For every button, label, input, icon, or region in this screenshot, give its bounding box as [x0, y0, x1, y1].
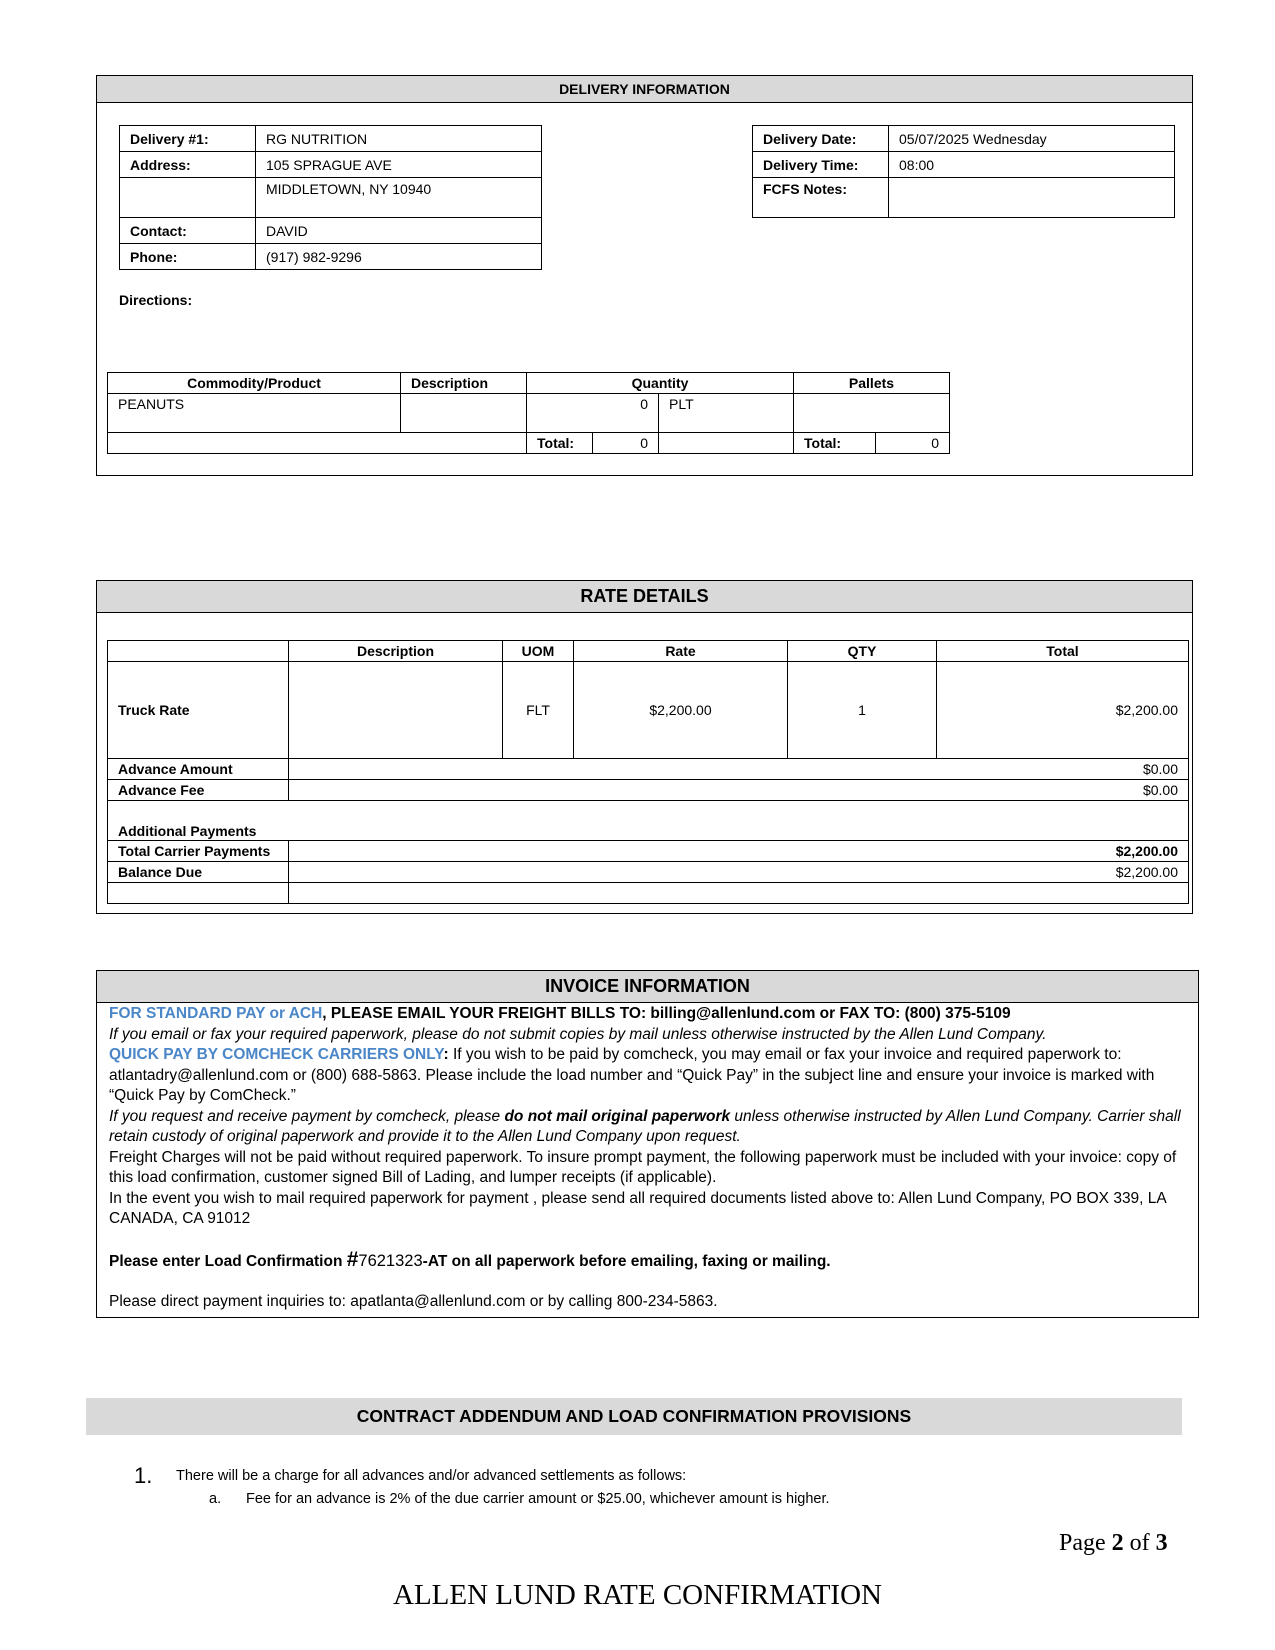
comcheck-note-bold: do not mail original paperwork	[504, 1107, 731, 1125]
invoice-mail-address: In the event you wish to mail required paperwork for payment , please send all required documents listed above to: Allen Lund Company, PO BOX 339, LA CANADA, CA 91012	[109, 1189, 1166, 1227]
invoice-quick-pay	[109, 1045, 1189, 1107]
invoice-comcheck-note	[109, 1107, 1189, 1148]
commodity-qty: 0	[527, 394, 659, 433]
address-line2: MIDDLETOWN, NY 10940	[256, 178, 542, 218]
load-confirmation-number: 7621323	[358, 1251, 423, 1270]
balance-due-value: $2,200.00	[289, 862, 1189, 883]
invoice-spacer-2	[109, 1272, 1189, 1292]
sub-clause-text: Fee for an advance is 2% of the due carrier amount or $25.00, whichever amount is higher.	[246, 1491, 830, 1507]
total-carrier-payments-label: Total Carrier Payments	[108, 841, 289, 862]
truck-rate-total: $2,200.00	[937, 662, 1189, 759]
contact-value: DAVID	[256, 218, 542, 244]
rate-empty-row-cell	[108, 883, 289, 904]
commodity-pallets	[794, 394, 950, 433]
invoice-no-copies-note: If you email or fax your required paperwork, please do not submit copies by mail unless otherwise instructed by the Allen Lund Company.	[109, 1025, 1047, 1043]
comcheck-note-a: If you request and receive payment by comcheck, please	[109, 1107, 505, 1125]
invoice-spacer	[109, 1230, 1189, 1250]
balance-due-label: Balance Due	[108, 862, 289, 883]
phone-value: (917) 982-9296	[256, 244, 542, 270]
fcfs-notes-value	[889, 178, 1175, 218]
advance-fee-label: Advance Fee	[108, 780, 289, 801]
load-confirmation-prefix: Please enter Load Confirmation	[109, 1252, 347, 1270]
standard-pay-highlight: FOR STANDARD PAY or ACH	[109, 1005, 323, 1022]
description-header: Description	[401, 373, 527, 394]
phone-label: Phone:	[120, 244, 256, 270]
delivery-date-value: 05/07/2025 Wednesday	[889, 126, 1175, 152]
advance-fee-value: $0.00	[289, 780, 1189, 801]
invoice-load-confirmation	[109, 1247, 1189, 1273]
qty-total-value: 0	[593, 433, 659, 454]
delivery-time-value: 08:00	[889, 152, 1175, 178]
clause-number: 1.	[134, 1463, 153, 1488]
pallets-total-value: 0	[876, 433, 950, 454]
truck-rate-rate: $2,200.00	[574, 662, 788, 759]
contact-label: Contact:	[120, 218, 256, 244]
page-total: 3	[1155, 1530, 1168, 1556]
total-carrier-payments-value: $2,200.00	[289, 841, 1189, 862]
page-current: 2	[1111, 1530, 1124, 1556]
rate-total-header: Total	[937, 641, 1189, 662]
invoice-standard-pay	[109, 1004, 1189, 1025]
commodity-product: PEANUTS	[108, 394, 401, 433]
qty-total-label: Total:	[527, 433, 593, 454]
delivery-contact-table	[119, 125, 542, 270]
additional-payments-label: Additional Payments	[108, 801, 1189, 841]
rate-description-header: Description	[289, 641, 503, 662]
footer-title: ALLEN LUND RATE CONFIRMATION	[393, 1579, 882, 1611]
delivery-header: DELIVERY INFORMATION	[97, 76, 1192, 103]
address-blank-cell	[120, 178, 256, 218]
totals-blank-cell	[108, 433, 527, 454]
sub-clause-letter: a.	[209, 1491, 222, 1507]
rate-qty-header: QTY	[788, 641, 937, 662]
commodity-header: Commodity/Product	[108, 373, 401, 394]
page-number	[1059, 1530, 1168, 1557]
rate-rate-header: Rate	[574, 641, 788, 662]
comcheck-note-b: unless otherwise instructed by Allen Lund Company. Carrier shall retain custody of original paperwork and provide it to the Allen Lund Company upon request.	[109, 1107, 1181, 1145]
truck-rate-uom: FLT	[503, 662, 574, 759]
directions-label: Directions:	[119, 292, 193, 308]
address-label: Address:	[120, 152, 256, 178]
delivery-date-label: Delivery Date:	[753, 126, 889, 152]
delivery-schedule-table	[752, 125, 1175, 218]
load-confirmation-hash: #	[346, 1247, 359, 1271]
invoice-freight-charges: Freight Charges will not be paid without required paperwork. To insure prompt payment, the following paperwork must be included with your invoice: copy of this load confirmation, customer signed Bill of Lading, and lumper receipts (if applicable).	[109, 1148, 1177, 1186]
quick-pay-highlight: QUICK PAY BY COMCHECK CARRIERS ONLY	[109, 1046, 444, 1063]
quantity-header: Quantity	[527, 373, 794, 394]
commodity-description	[401, 394, 527, 433]
invoice-header: INVOICE INFORMATION	[97, 971, 1198, 1003]
clause-text: There will be a charge for all advances and/or advanced settlements as follows:	[176, 1468, 687, 1484]
rate-section	[96, 580, 1193, 914]
unit-total-blank	[659, 433, 794, 454]
rate-table	[107, 640, 1189, 904]
load-confirmation-suffix: -AT on all paperwork before emailing, faxing or mailing.	[422, 1252, 831, 1270]
advance-amount-label: Advance Amount	[108, 759, 289, 780]
invoice-section	[96, 970, 1199, 1318]
delivery-number-value: RG NUTRITION	[256, 126, 542, 152]
quick-pay-text: If you wish to be paid by comcheck, you may email or fax your invoice and required paperwork to: atlantadry@allenlund.com or (800) 688-5863. Please include the load number and “Quick Pay” in the subject line and ensure your invoice is marked with “Quick Pay by ComCheck.”	[109, 1046, 1155, 1104]
invoice-body	[109, 1004, 1189, 1313]
advance-amount-value: $0.00	[289, 759, 1189, 780]
quick-pay-colon: :	[443, 1046, 449, 1063]
commodity-unit: PLT	[659, 394, 794, 433]
pallets-header: Pallets	[794, 373, 950, 394]
commodity-table	[107, 372, 950, 454]
truck-rate-description	[289, 662, 503, 759]
page-prefix: Page	[1059, 1530, 1112, 1556]
rate-empty-row-value	[289, 883, 1189, 904]
rate-header: RATE DETAILS	[97, 581, 1192, 613]
delivery-section	[96, 75, 1193, 476]
page-mid: of	[1123, 1530, 1156, 1556]
delivery-number-label: Delivery #1:	[120, 126, 256, 152]
standard-pay-instructions: , PLEASE EMAIL YOUR FREIGHT BILLS TO: billing@allenlund.com or FAX TO: (800) 375-5109	[322, 1005, 1011, 1022]
truck-rate-label: Truck Rate	[108, 662, 289, 759]
truck-rate-qty: 1	[788, 662, 937, 759]
contract-header: CONTRACT ADDENDUM AND LOAD CONFIRMATION PROVISIONS	[86, 1398, 1182, 1435]
address-line1: 105 SPRAGUE AVE	[256, 152, 542, 178]
rate-blank-header	[108, 641, 289, 662]
fcfs-notes-label: FCFS Notes:	[753, 178, 889, 218]
rate-uom-header: UOM	[503, 641, 574, 662]
invoice-payment-inquiries: Please direct payment inquiries to: apatlanta@allenlund.com or by calling 800-234-5863.	[109, 1293, 718, 1310]
delivery-time-label: Delivery Time:	[753, 152, 889, 178]
pallets-total-label: Total:	[794, 433, 876, 454]
